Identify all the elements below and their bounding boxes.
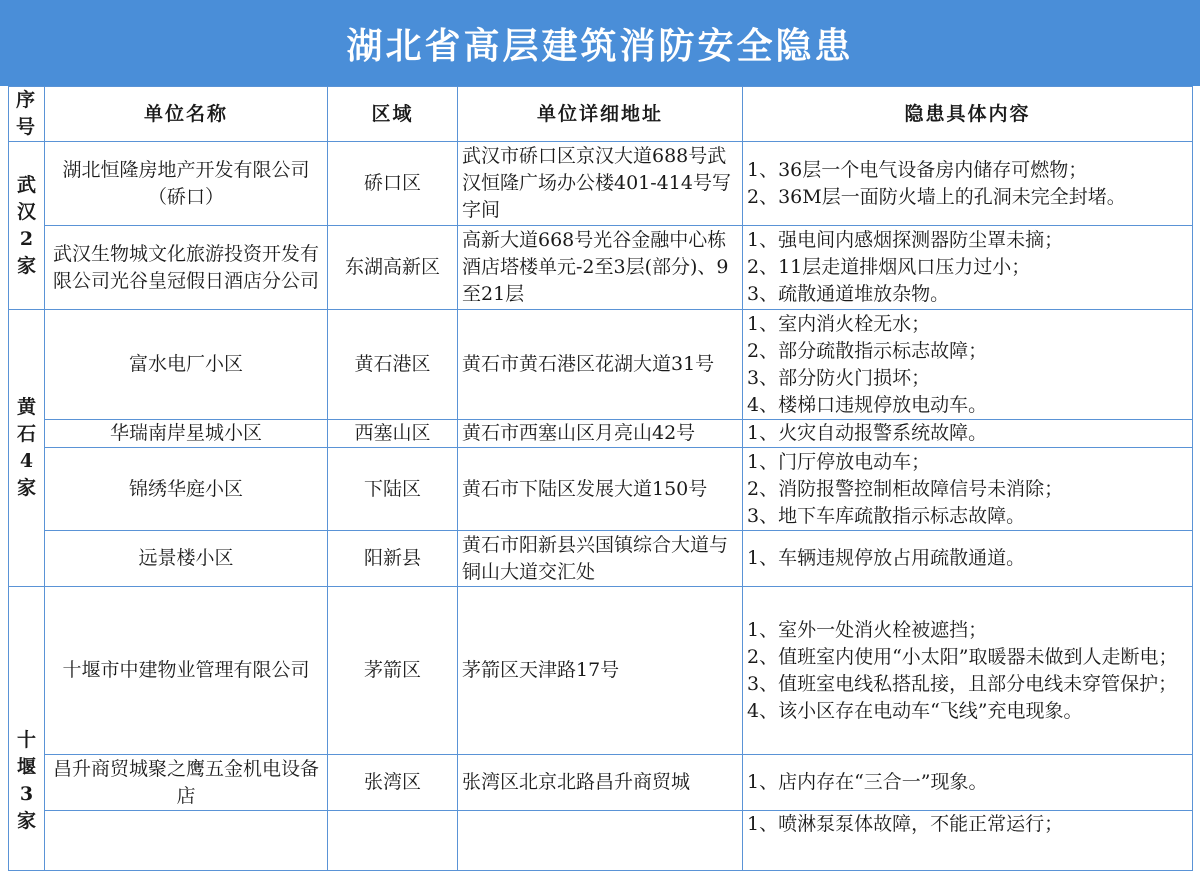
- hazard-table: [8, 86, 1193, 871]
- detail-line: 1、车辆违规停放占用疏散通道。: [747, 547, 1026, 569]
- table-row: [9, 587, 1193, 755]
- unit-name-cell: 昌升商贸城聚之鹰五金机电设备店: [45, 755, 328, 811]
- table-row: [9, 755, 1193, 811]
- details-cell: [743, 142, 1193, 226]
- detail-line: 1、强电间内感烟探测器防尘罩未摘；: [747, 229, 1064, 251]
- detail-line: 1、店内存在“三合一”现象。: [747, 771, 988, 793]
- details-cell: [743, 755, 1193, 811]
- table-row: [9, 448, 1193, 531]
- table-row: [9, 226, 1193, 310]
- region-cell: 十堰3家: [9, 587, 45, 871]
- detail-line: 1、室外一处消火栓被遮挡；: [747, 618, 988, 641]
- table-row: [9, 811, 1193, 871]
- detail-line: 1、火灾自动报警系统故障。: [747, 422, 988, 444]
- address-cell: 黄石市下陆区发展大道150号: [458, 448, 743, 531]
- header-address: 单位详细地址: [458, 87, 743, 142]
- detail-line: 2、36M层一面防火墙上的孔洞未完全封堵。: [747, 185, 1126, 208]
- detail-line: 3、疏散通道堆放杂物。: [747, 283, 950, 305]
- detail-line: 2、值班室内使用“小太阳”取暖器未做到人走断电；: [747, 645, 1178, 668]
- region-cell: 黄石4家: [9, 310, 45, 587]
- header-seq: 序号: [9, 87, 45, 142]
- area-cell: 张湾区: [328, 755, 458, 811]
- title-banner: [0, 0, 1200, 86]
- area-cell: 下陆区: [328, 448, 458, 531]
- detail-line: 2、部分疏散指示标志故障；: [747, 339, 988, 362]
- detail-line: 1、门厅停放电动车；: [747, 450, 931, 473]
- page-title: 湖北省高层建筑消防安全隐患: [346, 25, 854, 67]
- detail-line: 1、36层一个电气设备房内储存可燃物；: [747, 158, 1088, 181]
- detail-line: 1、喷淋泵泵体故障，不能正常运行；: [747, 813, 1064, 835]
- area-cell: 阳新县: [328, 531, 458, 587]
- details-cell: [743, 420, 1193, 448]
- address-cell: 高新大道668号光谷金融中心栋酒店塔楼单元-2至3层(部分)、9至21层: [458, 226, 743, 310]
- area-cell: 硚口区: [328, 142, 458, 226]
- detail-line: 3、地下车库疏散指示标志故障。: [747, 504, 1026, 527]
- detail-line: 4、楼梯口违规停放电动车。: [747, 393, 988, 416]
- detail-line: 3、部分防火门损坏；: [747, 366, 931, 389]
- table-header-row: [9, 87, 1193, 142]
- details-cell: [743, 531, 1193, 587]
- detail-line: 2、11层走道排烟风口压力过小；: [747, 256, 1031, 278]
- table-row: [9, 142, 1193, 226]
- unit-name-cell: 湖北恒隆房地产开发有限公司（硚口）: [45, 142, 328, 226]
- table-row: [9, 310, 1193, 420]
- area-cell: 茅箭区: [328, 587, 458, 755]
- header-area: 区域: [328, 87, 458, 142]
- area-cell: 黄石港区: [328, 310, 458, 420]
- details-cell: [743, 811, 1193, 871]
- details-cell: [743, 587, 1193, 755]
- unit-name-cell: 富水电厂小区: [45, 310, 328, 420]
- detail-line: 1、室内消火栓无水；: [747, 312, 931, 335]
- area-cell: [328, 811, 458, 871]
- table-row: [9, 531, 1193, 587]
- header-unit-name: 单位名称: [45, 87, 328, 142]
- address-cell: 武汉市硚口区京汉大道688号武汉恒隆广场办公楼401-414号写字间: [458, 142, 743, 226]
- address-cell: 黄石市黄石港区花湖大道31号: [458, 310, 743, 420]
- unit-name-cell: 华瑞南岸星城小区: [45, 420, 328, 448]
- details-cell: [743, 448, 1193, 531]
- unit-name-cell: 武汉生物城文化旅游投资开发有限公司光谷皇冠假日酒店分公司: [45, 226, 328, 310]
- details-cell: [743, 226, 1193, 310]
- region-cell: 武汉2家: [9, 142, 45, 310]
- area-cell: 东湖高新区: [328, 226, 458, 310]
- details-cell: [743, 310, 1193, 420]
- unit-name-cell: 远景楼小区: [45, 531, 328, 587]
- detail-line: 2、消防报警控制柜故障信号未消除；: [747, 477, 1064, 500]
- header-details: 隐患具体内容: [743, 87, 1193, 142]
- unit-name-cell: 锦绣华庭小区: [45, 448, 328, 531]
- address-cell: [458, 811, 743, 871]
- address-cell: 茅箭区天津路17号: [458, 587, 743, 755]
- unit-name-cell: [45, 811, 328, 871]
- table-row: [9, 420, 1193, 448]
- area-cell: 西塞山区: [328, 420, 458, 448]
- detail-line: 3、值班室电线私搭乱接，且部分电线未穿管保护；: [747, 672, 1178, 695]
- address-cell: 黄石市阳新县兴国镇综合大道与铜山大道交汇处: [458, 531, 743, 587]
- address-cell: 张湾区北京北路昌升商贸城: [458, 755, 743, 811]
- unit-name-cell: 十堰市中建物业管理有限公司: [45, 587, 328, 755]
- address-cell: 黄石市西塞山区月亮山42号: [458, 420, 743, 448]
- detail-line: 4、该小区存在电动车“飞线”充电现象。: [747, 699, 1083, 722]
